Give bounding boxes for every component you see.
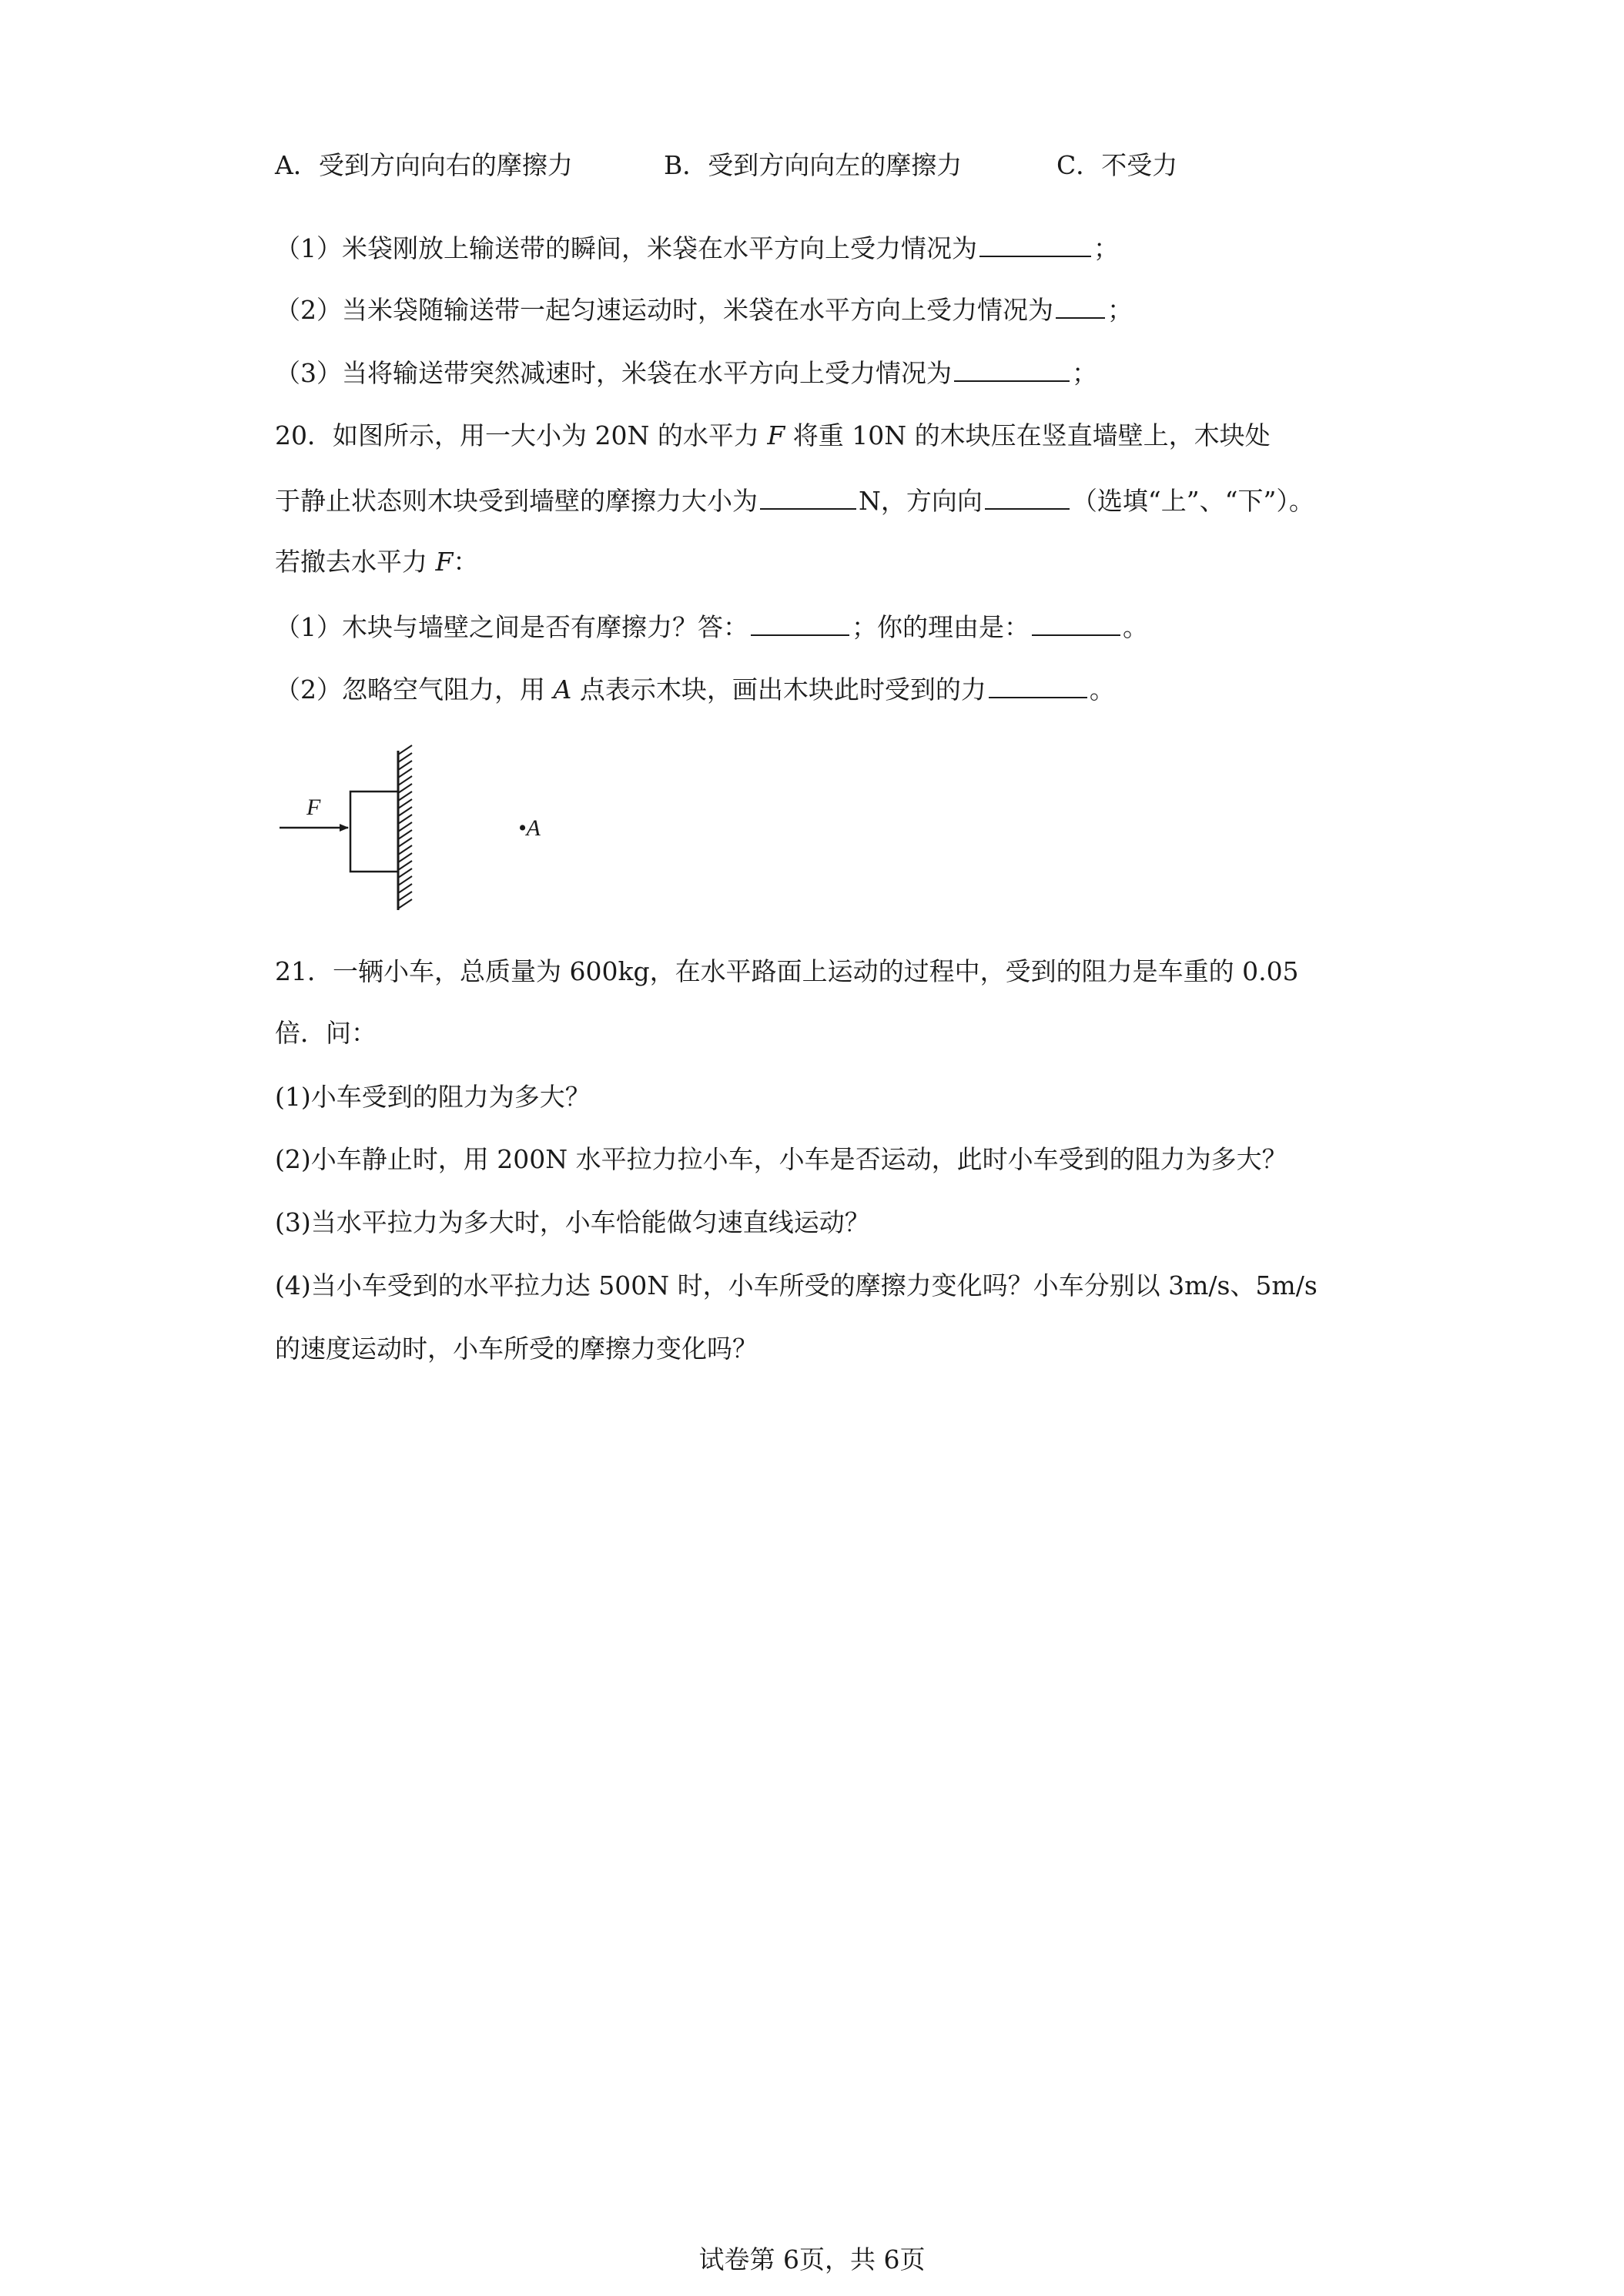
wall-hatching: [398, 745, 412, 909]
q20-line3: [275, 547, 478, 577]
q19-sub1-text: （1）米袋刚放上输送带的瞬间，米袋在水平方向上受力情况为: [275, 233, 977, 263]
q19-sub2: [275, 293, 1133, 326]
answer-blank[interactable]: [760, 484, 856, 510]
q20-line2-a: 于静止状态则木块受到墙壁的摩擦力大小为: [275, 486, 758, 516]
q20-sub1-c: 。: [1123, 612, 1148, 642]
q20-line2-b: N，方向向: [859, 486, 983, 516]
answer-blank[interactable]: [751, 610, 849, 636]
var-f: F: [767, 420, 785, 450]
q20-sub2-c: 。: [1089, 674, 1115, 705]
answer-blank[interactable]: [989, 672, 1087, 698]
option-c: C．不受力: [1056, 150, 1178, 180]
q19-sub3-text: （3）当将输送带突然减速时，米袋在水平方向上受力情况为: [275, 358, 952, 388]
page-footer: 试卷第 6页，共 6页: [698, 2244, 926, 2274]
q20-line2: [275, 484, 1314, 517]
q21-line2: 倍．问：: [275, 1018, 377, 1048]
q20-sub1-b: ；你的理由是：: [852, 612, 1030, 642]
q21-part4-line2: 的速度运动时，小车所受的摩擦力变化吗？: [275, 1334, 758, 1364]
q19-sub1-end: ；: [1093, 233, 1119, 263]
answer-blank[interactable]: [1032, 610, 1120, 636]
q20-sub1-a: （1）木块与墙壁之间是否有摩擦力？答：: [275, 612, 748, 642]
force-diagram: [273, 739, 597, 916]
var-f: F: [435, 547, 454, 577]
q20-line3-a: 若撤去水平力: [275, 547, 436, 577]
q19-sub3-end: ；: [1072, 358, 1097, 388]
q21-line1: 21．一辆小车，总质量为 600kg，在水平路面上运动的过程中，受到的阻力是车重的 0.05: [275, 956, 1299, 986]
point-a-label: •A: [518, 815, 541, 841]
q20-line1: [275, 420, 1271, 451]
q20-sub2-b: 点表示木块，画出木块此时受到的力: [571, 674, 986, 705]
answer-blank[interactable]: [979, 231, 1091, 257]
q19-sub2-text: （2）当米袋随输送带一起匀速运动时，米袋在水平方向上受力情况为: [275, 295, 1053, 325]
q21-part4-line1: (4)当小车受到的水平拉力达 500N 时，小车所受的摩擦力变化吗？小车分别以 3m/s、5m/s: [275, 1270, 1318, 1300]
q20-line1-a: 20．如图所示，用一大小为 20N 的水平力: [275, 420, 768, 450]
force-label: F: [306, 795, 321, 820]
q20-sub2: [275, 672, 1115, 705]
q19-sub1: [275, 231, 1119, 264]
q19-sub2-end: ；: [1107, 295, 1133, 325]
answer-blank[interactable]: [1056, 293, 1105, 319]
q20-sub1: [275, 610, 1148, 643]
q19-sub3: [275, 356, 1097, 389]
option-a: A．受到方向向右的摩擦力: [275, 150, 573, 180]
q20-line2-c: （选填“上”、“下”）。: [1071, 486, 1314, 516]
option-b: B．受到方向向左的摩擦力: [664, 150, 963, 180]
q21-part2: (2)小车静止时，用 200N 水平拉力拉小车，小车是否运动，此时小车受到的阻力为多大？: [275, 1144, 1287, 1174]
q20-sub2-a: （2）忽略空气阻力，用: [275, 674, 554, 705]
var-a: A: [553, 674, 572, 705]
q20-line3-b: ：: [453, 547, 479, 577]
options-line: [275, 150, 1177, 181]
answer-blank[interactable]: [954, 356, 1070, 382]
q21-part3: (3)当水平拉力为多大时，小车恰能做匀速直线运动？: [275, 1207, 870, 1237]
q20-line1-b: 将重 10N 的木块压在竖直墙壁上，木块处: [785, 420, 1271, 450]
answer-blank[interactable]: [985, 484, 1070, 510]
wood-block: [350, 792, 398, 872]
q21-part1: (1)小车受到的阻力为多大？: [275, 1082, 591, 1112]
